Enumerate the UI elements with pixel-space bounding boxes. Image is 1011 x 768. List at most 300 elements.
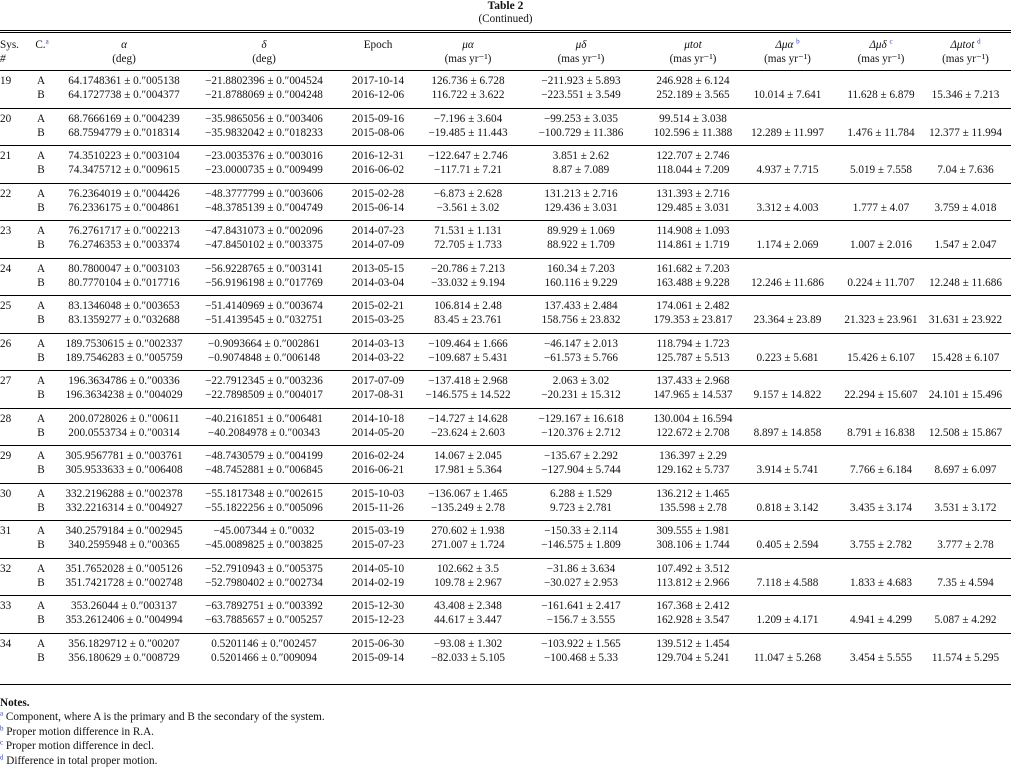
note-c: $^c$ Proper motion difference in decl. <box>0 738 154 753</box>
system-number: 31 <box>0 525 12 537</box>
mu-total-value: 113.812 ± 2.966 <box>656 576 730 589</box>
mu-total-value: 135.598 ± 2.78 <box>659 501 727 514</box>
mu-alpha-value: 270.602 ± 1.938 <box>431 525 505 537</box>
dec-value: 0.5201466 ± 0.″009094 <box>211 651 317 664</box>
component-label: B <box>37 539 45 551</box>
system-number: 32 <box>0 562 12 575</box>
bottom-rule <box>0 684 1011 685</box>
system-number: 21 <box>0 150 12 162</box>
epoch-value: 2016-06-02 <box>351 164 405 176</box>
delta-mu-delta-value: 3.755 ± 2.782 <box>849 539 913 551</box>
delta-mu-alpha-value: 0.405 ± 2.594 <box>756 539 819 551</box>
delta-mu-delta-value: 3.435 ± 3.174 <box>849 501 913 514</box>
row-separator <box>0 108 1011 109</box>
mu-total-value: 246.928 ± 6.124 <box>656 75 730 87</box>
row-separator <box>0 483 1011 484</box>
mu-delta-value: −30.027 ± 2.953 <box>544 576 618 589</box>
delta-mu-delta-value: 4.941 ± 4.299 <box>849 614 913 626</box>
delta-mu-alpha-value: 3.914 ± 5.741 <box>756 464 819 476</box>
row-separator <box>0 633 1011 634</box>
header-ra: α (deg) <box>112 39 136 65</box>
component-label: A <box>36 487 46 500</box>
dec-value: −52.7910943 ± 0.″005375 <box>205 562 323 575</box>
mu-alpha-value: −93.08 ± 1.302 <box>433 637 503 650</box>
table-row-group <box>0 560 1011 597</box>
mu-delta-value: −223.551 ± 3.549 <box>541 89 621 101</box>
epoch-value: 2015-08-06 <box>351 126 405 139</box>
table-subtitle: (Continued) <box>478 13 533 25</box>
mu-alpha-value: −136.067 ± 1.465 <box>428 487 508 500</box>
header-dmud: Δμδ $^c$ (mas yr⁻¹) <box>857 37 905 65</box>
mu-alpha-value: 44.617 ± 3.447 <box>434 614 502 626</box>
mu-delta-value: −129.167 ± 16.618 <box>538 412 624 425</box>
mu-total-value: 167.368 ± 2.412 <box>656 600 730 612</box>
mu-delta-value: 9.723 ± 2.781 <box>549 501 613 514</box>
mu-alpha-value: 83.45 ± 23.761 <box>434 314 502 326</box>
epoch-value: 2015-10-03 <box>351 487 405 500</box>
mu-total-value: 162.928 ± 3.547 <box>656 614 730 626</box>
delta-mu-alpha-value: 10.014 ± 7.641 <box>753 89 822 101</box>
component-label: B <box>37 164 45 176</box>
system-number: 30 <box>0 487 12 500</box>
mu-delta-value: −31.86 ± 3.634 <box>546 562 616 575</box>
system-number: 34 <box>0 637 12 650</box>
delta-mu-total-value: 11.574 ± 5.295 <box>931 651 1000 664</box>
mu-total-value: 122.707 ± 2.746 <box>656 150 730 162</box>
epoch-value: 2016-06-21 <box>351 464 405 476</box>
mu-delta-value: −100.729 ± 11.386 <box>538 126 624 139</box>
dec-value: −51.4139545 ± 0.″032751 <box>205 314 323 326</box>
mu-delta-value: 158.756 ± 23.832 <box>541 314 621 326</box>
mu-total-value: 129.704 ± 5.241 <box>656 651 730 664</box>
header-sys: Sys. # <box>0 39 19 65</box>
mu-delta-value: −146.575 ± 1.809 <box>541 539 621 551</box>
mu-total-value: 136.212 ± 1.465 <box>656 487 730 500</box>
table-row-group <box>0 522 1011 559</box>
dec-value: −48.7430579 ± 0.″004199 <box>205 450 323 462</box>
component-label: A <box>36 75 46 87</box>
table-row-group <box>0 335 1011 372</box>
epoch-value: 2013-05-15 <box>351 262 405 275</box>
delta-mu-delta-value: 1.007 ± 2.016 <box>849 239 913 251</box>
dec-value: −40.2161851 ± 0.″006481 <box>205 412 323 425</box>
header-rule <box>0 70 1011 71</box>
dec-value: −55.1822256 ± 0.″005096 <box>205 501 323 514</box>
epoch-value: 2014-05-20 <box>351 426 405 439</box>
component-label: B <box>37 614 45 626</box>
row-separator <box>0 408 1011 409</box>
ra-value: 80.7770104 ± 0.″017716 <box>68 276 180 289</box>
dec-value: −51.4140969 ± 0.″003674 <box>205 300 323 312</box>
dec-value: −47.8431073 ± 0.″002096 <box>205 225 323 237</box>
ra-value: 351.7421728 ± 0.″002748 <box>65 576 183 589</box>
component-label: A <box>36 450 46 462</box>
table-row-group <box>0 597 1011 634</box>
epoch-value: 2014-05-10 <box>351 562 405 575</box>
delta-mu-alpha-value: 7.118 ± 4.588 <box>756 576 819 589</box>
ra-value: 83.1359277 ± 0.″032688 <box>68 314 180 326</box>
dec-value: −56.9228765 ± 0.″003141 <box>205 262 323 275</box>
mu-alpha-value: −20.786 ± 7.213 <box>431 262 505 275</box>
ra-value: 356.1829712 ± 0.″00207 <box>68 637 180 650</box>
mu-delta-value: 8.87 ± 7.089 <box>552 164 610 176</box>
row-separator <box>0 220 1011 221</box>
table-row-group <box>0 110 1011 147</box>
dec-value: −23.0000735 ± 0.″009499 <box>205 164 323 176</box>
component-label: A <box>36 637 46 650</box>
component-label: B <box>37 126 45 139</box>
footnote-b-mark: b <box>796 37 800 46</box>
epoch-value: 2014-03-22 <box>351 351 405 364</box>
component-label: B <box>37 314 45 326</box>
delta-mu-delta-value: 0.224 ± 11.707 <box>847 276 915 289</box>
ra-value: 80.7800047 ± 0.″003103 <box>68 262 180 275</box>
ra-value: 340.2579184 ± 0.″002945 <box>65 525 183 537</box>
footnote-d-mark: d <box>977 37 981 46</box>
mu-delta-value: 88.922 ± 1.709 <box>547 239 615 251</box>
ra-value: 76.2761717 ± 0.″002213 <box>68 225 180 237</box>
dec-value: −22.7898509 ± 0.″004017 <box>205 389 323 401</box>
component-label: B <box>37 276 45 289</box>
system-number: 25 <box>0 300 12 312</box>
delta-mu-total-value: 5.087 ± 4.292 <box>934 614 997 626</box>
row-separator <box>0 258 1011 259</box>
epoch-value: 2016-02-24 <box>351 450 405 462</box>
component-label: A <box>36 375 46 387</box>
table-row-group <box>0 297 1011 334</box>
delta-mu-delta-value: 11.628 ± 6.879 <box>847 89 915 101</box>
epoch-value: 2015-12-23 <box>351 614 405 626</box>
mu-alpha-value: 106.814 ± 2.48 <box>434 300 502 312</box>
ra-value: 305.9533633 ± 0.″006408 <box>65 464 183 476</box>
mu-total-value: 114.861 ± 1.719 <box>656 239 730 251</box>
epoch-value: 2014-03-04 <box>351 276 405 289</box>
epoch-value: 2014-07-09 <box>351 239 405 251</box>
mu-alpha-value: 116.722 ± 3.622 <box>431 89 505 101</box>
component-label: A <box>36 150 46 162</box>
table-row-group <box>0 635 1011 672</box>
row-separator <box>0 183 1011 184</box>
ra-value: 76.2336175 ± 0.″004861 <box>68 201 180 214</box>
dec-value: −63.7892751 ± 0.″003392 <box>205 600 323 612</box>
mu-alpha-value: −122.647 ± 2.746 <box>428 150 508 162</box>
component-label: B <box>37 239 45 251</box>
ra-value: 200.0728026 ± 0.″00611 <box>68 412 180 425</box>
mu-delta-value: −99.253 ± 3.035 <box>544 112 618 125</box>
mu-alpha-value: 72.705 ± 1.733 <box>434 239 502 251</box>
dec-value: −45.0089825 ± 0.″003825 <box>205 539 323 551</box>
delta-mu-delta-value: 21.323 ± 23.961 <box>844 314 918 326</box>
mu-total-value: 130.004 ± 16.594 <box>653 412 733 425</box>
dec-value: −0.9093664 ± 0.″002861 <box>207 337 321 350</box>
epoch-value: 2014-10-18 <box>351 412 405 425</box>
mu-alpha-value: 271.007 ± 1.724 <box>431 539 505 551</box>
mu-delta-value: 137.433 ± 2.484 <box>544 300 618 312</box>
mu-total-value: 137.433 ± 2.968 <box>656 375 730 387</box>
component-label: A <box>36 112 46 125</box>
mu-alpha-value: −82.033 ± 5.105 <box>431 651 505 664</box>
epoch-value: 2015-06-14 <box>351 201 405 214</box>
row-separator <box>0 295 1011 296</box>
dec-value: −55.1817348 ± 0.″002615 <box>205 487 323 500</box>
delta-mu-alpha-value: 9.157 ± 14.822 <box>753 389 822 401</box>
epoch-value: 2014-07-23 <box>351 225 405 237</box>
dec-value: −45.007344 ± 0.″0032 <box>213 525 315 537</box>
mu-total-value: 131.393 ± 2.716 <box>656 187 730 200</box>
delta-mu-total-value: 12.508 ± 15.867 <box>928 426 1003 439</box>
mu-total-value: 102.596 ± 11.388 <box>653 126 733 139</box>
row-separator <box>0 370 1011 371</box>
epoch-value: 2015-12-30 <box>351 600 405 612</box>
ra-value: 356.180629 ± 0.″008729 <box>68 651 180 664</box>
ra-value: 305.9567781 ± 0.″003761 <box>65 450 183 462</box>
ra-value: 76.2746353 ± 0.″003374 <box>68 239 180 251</box>
ra-value: 353.2612406 ± 0.″004994 <box>65 614 183 626</box>
epoch-value: 2016-12-06 <box>351 89 405 101</box>
ra-value: 189.7546283 ± 0.″005759 <box>65 351 183 364</box>
dec-value: −48.3785139 ± 0.″004749 <box>205 201 323 214</box>
top-rule <box>0 30 1011 31</box>
delta-mu-alpha-value: 1.174 ± 2.069 <box>756 239 819 251</box>
mu-total-value: 252.189 ± 3.565 <box>656 89 730 101</box>
mu-total-value: 163.488 ± 9.228 <box>656 276 730 289</box>
component-label: B <box>37 576 45 589</box>
mu-total-value: 136.397 ± 2.29 <box>659 450 727 462</box>
delta-mu-total-value: 12.377 ± 11.994 <box>929 126 1002 139</box>
component-label: A <box>36 562 46 575</box>
mu-alpha-value: −146.575 ± 14.522 <box>425 389 511 401</box>
ra-value: 68.7666169 ± 0.″004239 <box>68 112 180 125</box>
epoch-value: 2015-06-30 <box>351 637 405 650</box>
delta-mu-alpha-value: 4.937 ± 7.715 <box>756 164 819 176</box>
header-dmua: Δμα $^b$ (mas yr⁻¹) <box>764 37 811 65</box>
header-dmut: Δμtot $^d$ (mas yr⁻¹) <box>942 37 989 65</box>
ra-value: 332.2196288 ± 0.″002378 <box>65 487 183 500</box>
mu-total-value: 118.044 ± 7.209 <box>656 164 730 176</box>
component-label: A <box>36 300 46 312</box>
mu-total-value: 118.794 ± 1.723 <box>656 337 730 350</box>
mu-delta-value: 129.436 ± 3.031 <box>544 201 618 214</box>
header-epoch: Epoch <box>363 39 393 51</box>
ra-value: 196.3634238 ± 0.″004029 <box>65 389 183 401</box>
epoch-value: 2017-08-31 <box>351 389 405 401</box>
epoch-value: 2015-11-26 <box>352 501 404 514</box>
delta-mu-alpha-value: 12.246 ± 11.686 <box>751 276 824 289</box>
mu-total-value: 309.555 ± 1.981 <box>656 525 730 537</box>
delta-mu-total-value: 24.101 ± 15.496 <box>928 389 1003 401</box>
header-mud: μδ (mas yr⁻¹) <box>557 39 605 65</box>
mu-total-value: 308.106 ± 1.744 <box>656 539 730 551</box>
system-number: 24 <box>0 262 12 275</box>
header-mua: μα (mas yr⁻¹) <box>444 39 492 65</box>
mu-total-value: 122.672 ± 2.708 <box>656 426 730 439</box>
mu-alpha-value: 126.736 ± 6.728 <box>431 75 505 87</box>
ra-value: 200.0553734 ± 0.″00314 <box>68 426 180 439</box>
delta-mu-delta-value: 3.454 ± 5.555 <box>849 651 913 664</box>
delta-mu-delta-value: 8.791 ± 16.838 <box>847 426 915 439</box>
table-row-group <box>0 185 1011 222</box>
delta-mu-total-value: 3.777 ± 2.78 <box>937 539 994 551</box>
mu-total-value: 125.787 ± 5.513 <box>656 351 730 364</box>
mu-delta-value: −135.67 ± 2.292 <box>544 450 618 462</box>
mu-delta-value: 2.063 ± 3.02 <box>552 375 610 387</box>
component-label: A <box>36 262 46 275</box>
dec-value: 0.5201146 ± 0.″002457 <box>211 637 317 650</box>
epoch-value: 2015-03-25 <box>351 314 405 326</box>
mu-total-value: 129.485 ± 3.031 <box>656 201 730 214</box>
note-b: $^b$ Proper motion difference in R.A. <box>0 724 154 738</box>
mu-alpha-value: −7.196 ± 3.604 <box>433 112 503 125</box>
epoch-value: 2014-02-19 <box>351 576 405 589</box>
epoch-value: 2015-09-16 <box>351 112 405 125</box>
delta-mu-delta-value: 1.476 ± 11.784 <box>847 126 915 139</box>
row-separator <box>0 145 1011 146</box>
delta-mu-total-value: 3.531 ± 3.172 <box>934 501 997 514</box>
mu-delta-value: 131.213 ± 2.716 <box>544 187 618 200</box>
ra-value: 189.7530615 ± 0.″002337 <box>65 337 183 350</box>
mu-alpha-value: −14.727 ± 14.628 <box>428 412 508 425</box>
top-rule-double <box>0 32 1011 33</box>
component-label: A <box>36 600 46 612</box>
dec-value: −35.9832042 ± 0.″018233 <box>205 126 323 139</box>
table-row-group <box>0 147 1011 184</box>
mu-delta-value: −46.147 ± 2.013 <box>544 337 618 350</box>
delta-mu-total-value: 8.697 ± 6.097 <box>934 464 997 476</box>
mu-delta-value: −103.922 ± 1.565 <box>541 637 621 650</box>
row-separator <box>0 445 1011 446</box>
mu-delta-value: 6.288 ± 1.529 <box>549 487 613 500</box>
component-label: A <box>36 187 46 200</box>
notes-heading: Notes. <box>0 697 30 709</box>
epoch-value: 2015-09-14 <box>351 651 405 664</box>
mu-total-value: 147.965 ± 14.537 <box>653 389 733 401</box>
mu-total-value: 174.061 ± 2.482 <box>656 300 730 312</box>
delta-mu-alpha-value: 23.364 ± 23.89 <box>753 314 822 326</box>
mu-delta-value: −211.923 ± 5.893 <box>541 75 621 87</box>
table-notes <box>0 696 1011 768</box>
delta-mu-total-value: 12.248 ± 11.686 <box>929 276 1002 289</box>
mu-total-value: 139.512 ± 1.454 <box>656 637 730 650</box>
header-comp: C.$^a$ <box>35 37 49 51</box>
ra-value: 74.3510223 ± 0.″003104 <box>68 150 180 162</box>
table-row-group <box>0 260 1011 297</box>
row-separator <box>0 595 1011 596</box>
delta-mu-alpha-value: 1.209 ± 4.171 <box>756 614 819 626</box>
mu-alpha-value: −6.873 ± 2.628 <box>433 187 503 200</box>
mu-delta-value: −20.231 ± 15.312 <box>541 389 621 401</box>
ra-value: 64.1748361 ± 0.″005138 <box>68 75 180 87</box>
mu-alpha-value: 17.981 ± 5.364 <box>434 464 502 476</box>
system-number: 22 <box>0 187 12 200</box>
component-label: B <box>37 201 45 214</box>
header-mut: μtot (mas yr⁻¹) <box>669 39 717 65</box>
dec-value: −22.7912345 ± 0.″003236 <box>205 375 323 387</box>
component-label: A <box>36 337 46 350</box>
ra-value: 76.2364019 ± 0.″004426 <box>68 187 180 200</box>
dec-value: −63.7885657 ± 0.″005257 <box>205 614 323 626</box>
header-dec: δ (deg) <box>252 39 276 65</box>
mu-delta-value: 89.929 ± 1.069 <box>547 225 615 237</box>
table-row-group <box>0 447 1011 484</box>
mu-alpha-value: −109.687 ± 5.431 <box>428 351 508 364</box>
dec-value: −23.0035376 ± 0.″003016 <box>205 150 323 162</box>
row-separator <box>0 520 1011 521</box>
ra-value: 351.7652028 ± 0.″005126 <box>65 562 183 575</box>
component-label: B <box>37 351 45 364</box>
mu-total-value: 99.514 ± 3.038 <box>659 112 727 125</box>
table-row-group <box>0 372 1011 409</box>
system-number: 29 <box>0 450 12 462</box>
dec-value: −40.2084978 ± 0.″00343 <box>207 426 321 439</box>
dec-value: −48.3777799 ± 0.″003606 <box>205 187 323 200</box>
dec-value: −52.7980402 ± 0.″002734 <box>205 576 323 589</box>
mu-alpha-value: −117.71 ± 7.21 <box>434 164 502 176</box>
epoch-value: 2015-02-28 <box>351 187 405 200</box>
ra-value: 353.26044 ± 0.″003137 <box>71 600 177 612</box>
system-number: 19 <box>0 75 12 87</box>
component-label: B <box>37 89 45 101</box>
epoch-value: 2016-12-31 <box>351 150 405 162</box>
ra-value: 332.2216314 ± 0.″004927 <box>65 501 183 514</box>
component-label: B <box>37 501 45 514</box>
epoch-value: 2015-02-21 <box>351 300 405 312</box>
footnote-c-mark: c <box>889 37 893 46</box>
mu-alpha-value: 109.78 ± 2.967 <box>434 576 502 589</box>
table-row-group <box>0 410 1011 447</box>
delta-mu-total-value: 1.547 ± 2.047 <box>934 239 997 251</box>
system-number: 23 <box>0 225 12 237</box>
delta-mu-total-value: 7.04 ± 7.636 <box>937 164 994 176</box>
mu-total-value: 129.162 ± 5.737 <box>656 464 730 476</box>
delta-mu-total-value: 15.346 ± 7.213 <box>931 89 1000 101</box>
note-a: $^a$ Component, where A is the primary and B the secondary of the system. <box>0 709 325 724</box>
mu-alpha-value: −3.561 ± 3.02 <box>436 201 500 214</box>
component-label: B <box>37 389 45 401</box>
dec-value: −48.7452881 ± 0.″006845 <box>205 464 323 476</box>
mu-alpha-value: −33.032 ± 9.194 <box>431 276 505 289</box>
dec-value: −56.9196198 ± 0.″017769 <box>205 276 323 289</box>
ra-value: 340.2595948 ± 0.″00365 <box>68 539 180 551</box>
delta-mu-alpha-value: 3.312 ± 4.003 <box>756 201 819 214</box>
delta-mu-alpha-value: 0.818 ± 3.142 <box>756 501 819 514</box>
table-row-group <box>0 222 1011 259</box>
delta-mu-total-value: 3.759 ± 4.018 <box>934 201 997 214</box>
system-number: 27 <box>0 375 12 387</box>
mu-delta-value: −150.33 ± 2.114 <box>544 525 618 537</box>
note-d: $^d$ Difference in total proper motion. <box>0 752 158 767</box>
footnote-a-mark: a <box>45 37 49 46</box>
delta-mu-delta-value: 1.833 ± 4.683 <box>849 576 913 589</box>
delta-mu-total-value: 15.428 ± 6.107 <box>931 351 1000 364</box>
dec-value: −21.8802396 ± 0.″004524 <box>205 75 323 87</box>
component-label: A <box>36 225 46 237</box>
mu-alpha-value: −19.485 ± 11.443 <box>428 126 508 139</box>
epoch-value: 2015-07-23 <box>351 539 405 551</box>
epoch-value: 2014-03-13 <box>351 337 405 350</box>
component-label: B <box>37 464 45 476</box>
mu-alpha-value: −109.464 ± 1.666 <box>428 337 508 350</box>
delta-mu-delta-value: 5.019 ± 7.558 <box>849 164 913 176</box>
system-number: 26 <box>0 337 12 350</box>
system-number: 33 <box>0 600 12 612</box>
system-number: 20 <box>0 112 12 125</box>
mu-delta-value: 160.34 ± 7.203 <box>547 262 615 275</box>
delta-mu-alpha-value: 0.223 ± 5.681 <box>756 351 819 364</box>
mu-alpha-value: 14.067 ± 2.045 <box>434 450 502 462</box>
dec-value: −35.9865056 ± 0.″003406 <box>205 112 323 125</box>
mu-delta-value: −127.904 ± 5.744 <box>541 464 621 476</box>
component-label: A <box>36 412 46 425</box>
